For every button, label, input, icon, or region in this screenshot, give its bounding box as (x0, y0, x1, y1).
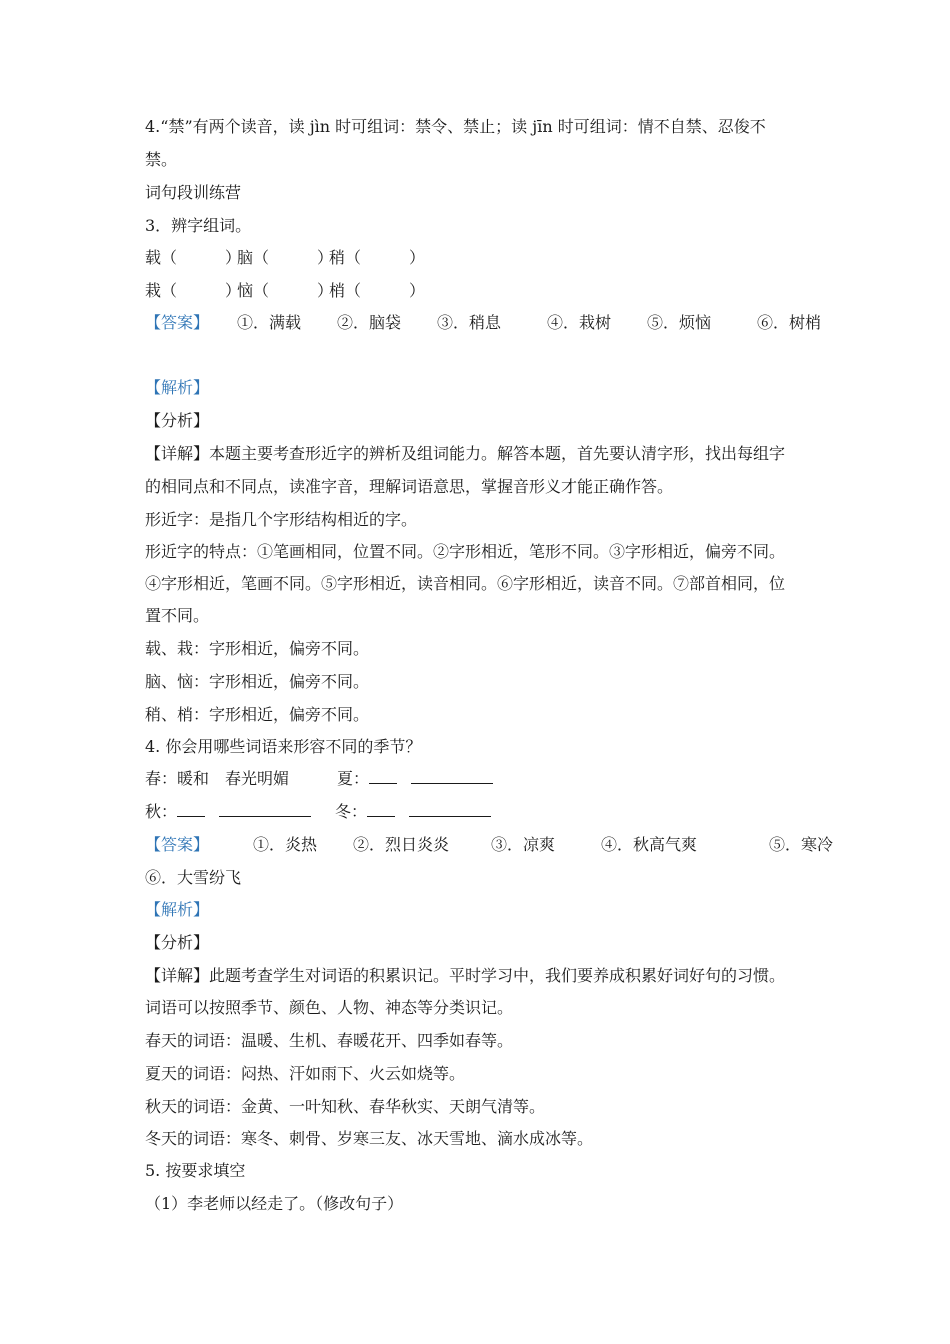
q3-item: 载（ ） (145, 248, 242, 267)
text-line: 载、栽：字形相近，偏旁不同。 (145, 639, 370, 658)
answer-label: 【答案】 (145, 835, 210, 854)
q3-row-1 (145, 248, 426, 268)
analysis-label: 【解析】 (145, 900, 210, 919)
text-line: 的相同点和不同点，读准字音，理解词语意思，掌握音形义才能正确作答。 (145, 477, 674, 496)
text-line: 形近字：是指几个字形结构相近的字。 (145, 510, 418, 529)
fill-blank (369, 769, 397, 784)
answer-item: ⑤．烦恼 (647, 313, 712, 332)
text-line: 词语可以按照季节、颜色、人物、神态等分类识记。 (145, 998, 514, 1017)
answer-item: ⑤．寒冷 (769, 835, 834, 854)
text-line: 秋天的词语：金黄、一叶知秋、春华秋实、天朗气清等。 (145, 1097, 546, 1116)
analysis-label: 【解析】 (145, 378, 210, 397)
q4-summer: 夏： (337, 769, 370, 788)
q3-answer-line (145, 313, 821, 333)
text-line: 冬天的词语：寒冬、刺骨、岁寒三友、冰天雪地、滴水成冰等。 (145, 1129, 594, 1148)
answer-item: ⑥．树梢 (757, 313, 822, 332)
fill-blank (409, 802, 491, 817)
q4-row-2 (145, 802, 491, 822)
question-5-1: （1）李老师以经走了。（修改句子） (145, 1194, 404, 1213)
text-line: 4.“禁”有两个读音，读 jìn 时可组词：禁令、禁止；读 jīn 时可组词：情不自禁、忍俊不 (145, 117, 766, 136)
q4-spring: 春：暖和 春光明媚 (145, 769, 290, 788)
answer-label: 【答案】 (145, 313, 210, 332)
q4-winter: 冬： (335, 802, 368, 821)
text-line: 稍、梢：字形相近，偏旁不同。 (145, 705, 370, 724)
answer-item: ⑥．大雪纷飞 (145, 868, 242, 887)
q3-item: 梢（ ） (329, 281, 426, 300)
answer-item: ④．栽树 (547, 313, 612, 332)
text-line: 禁。 (145, 150, 178, 169)
q4-answer-line (145, 835, 833, 855)
answer-item: ①．炎热 (253, 835, 318, 854)
text-line: 【详解】此题考查学生对词语的积累识记。平时学习中，我们要养成积累好词好句的习惯。 (145, 966, 786, 985)
answer-item: ③．稍息 (437, 313, 502, 332)
fill-blank (367, 802, 395, 817)
text-line: 脑、恼：字形相近，偏旁不同。 (145, 672, 370, 691)
q3-item: 脑（ ） (237, 248, 334, 267)
fill-blank (177, 802, 205, 817)
section-heading: 词句段训练营 (145, 183, 242, 202)
text-line: 春天的词语：温暖、生机、春暖花开、四季如春等。 (145, 1031, 514, 1050)
text-line: 【详解】本题主要考查形近字的辨析及组词能力。解答本题，首先要认清字形，找出每组字 (145, 444, 786, 463)
q3-item: 栽（ ） (145, 281, 242, 300)
q4-autumn: 秋： (145, 802, 178, 821)
text-line: 置不同。 (145, 606, 210, 625)
question-3: 3．辨字组词。 (145, 216, 252, 235)
q3-item: 恼（ ） (237, 281, 334, 300)
answer-item: ④．秋高气爽 (601, 835, 698, 854)
answer-item: ①．满载 (237, 313, 302, 332)
fenxi-label: 【分析】 (145, 933, 210, 952)
answer-item: ②．烈日炎炎 (353, 835, 450, 854)
fill-blank (411, 769, 493, 784)
q3-item: 稍（ ） (329, 248, 426, 267)
question-4: 4. 你会用哪些词语来形容不同的季节？ (145, 737, 422, 756)
question-5: 5. 按要求填空 (145, 1161, 246, 1180)
text-line: 夏天的词语：闷热、汗如雨下、火云如烧等。 (145, 1064, 466, 1083)
fenxi-label: 【分析】 (145, 411, 210, 430)
text-line: 形近字的特点：①笔画相同，位置不同。②字形相近，笔形不同。③字形相近，偏旁不同。 (145, 542, 786, 561)
answer-item: ③．凉爽 (491, 835, 556, 854)
q3-row-2 (145, 281, 426, 301)
q4-row-1 (145, 769, 493, 789)
text-line: ④字形相近，笔画不同。⑤字形相近，读音相同。⑥字形相近，读音不同。⑦部首相同，位 (145, 574, 786, 593)
fill-blank (219, 802, 311, 817)
answer-item: ②．脑袋 (337, 313, 402, 332)
